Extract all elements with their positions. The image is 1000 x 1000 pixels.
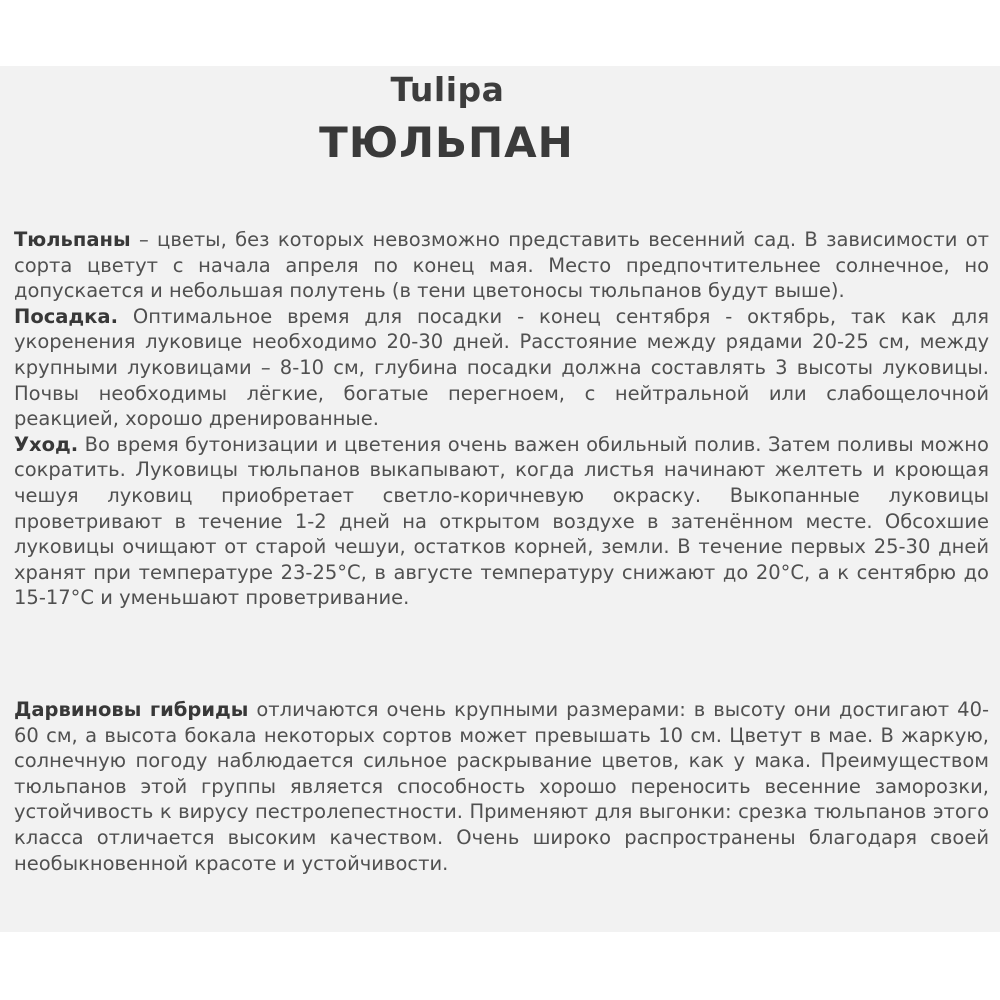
russian-name-heading: ТЮЛЬПАН xyxy=(319,118,574,167)
intro-paragraph xyxy=(14,227,989,304)
intro-text: – цветы, без которых невозможно представить весенний сад. В зависимости от сорта цветут с начала апреля по конец мая. Место предпочтительнее солнечное, но допускается и небольшая полутень (в тени цветоносы тюльпанов будут выше). xyxy=(14,228,989,303)
darwin-lead: Дарвиновы гибриды xyxy=(14,698,249,721)
care-paragraph xyxy=(14,432,989,611)
planting-paragraph xyxy=(14,304,989,432)
description-block xyxy=(14,227,989,611)
care-lead: Уход. xyxy=(14,432,79,456)
care-text: Во время бутонизации и цветения очень важен обильный полив. Затем поливы можно сократить. Луковицы тюльпанов выкапывают, когда листья начинают желтеть и кроющая чешуя луковиц приобретает светло-коричневую окраску. Выкопанные луковицы проветривают в течение 1-2 дней на открытом воздухе в затенённом месте. Обсохшие луковицы очищают от старой чешуи, остатков корней, земли. В течение первых 25-30 дней хранят при температуре 23-25°С, в августе температуру снижают до 20°С, а к сентябрю до 15-17°С и уменьшают проветривание. xyxy=(14,432,989,610)
planting-text: Оптимальное время для посадки - конец сентября - октябрь, так как для укоренения луковице необходимо 20-30 дней. Расстояние между рядами 20-25 см, между крупными луковицами – 8-10 см, глубина посадки должна составлять 3 высоты луковицы. Почвы необходимы лёгкие, богатые перегноем, с нейтральной или слабощелочной реакцией, хорошо дренированные. xyxy=(14,304,989,431)
planting-lead: Посадка. xyxy=(14,304,118,328)
darwin-text: отличаются очень крупными размерами: в высоту они достигают 40-60 см, а высота бокала некоторых сортов может превышать 10 см. Цветут в мае. В жаркую, солнечную погоду наблюдается сильное раскрывание цветов, как у мака. Преимуществом тюльпанов этой группы является способность хорошо переносить весенние заморозки, устойчивость к вирусу пестролепестности. Применяют для выгонки: срезка тюльпанов этого класса отличается высоким качеством. Очень широко распространены благодаря своей необыкновенной красоте и устойчивости. xyxy=(14,698,990,875)
darwin-paragraph xyxy=(14,697,989,876)
latin-name-heading: Tulipa xyxy=(390,70,505,109)
intro-lead: Тюльпаны xyxy=(14,228,131,251)
darwin-hybrids-block xyxy=(14,697,989,876)
